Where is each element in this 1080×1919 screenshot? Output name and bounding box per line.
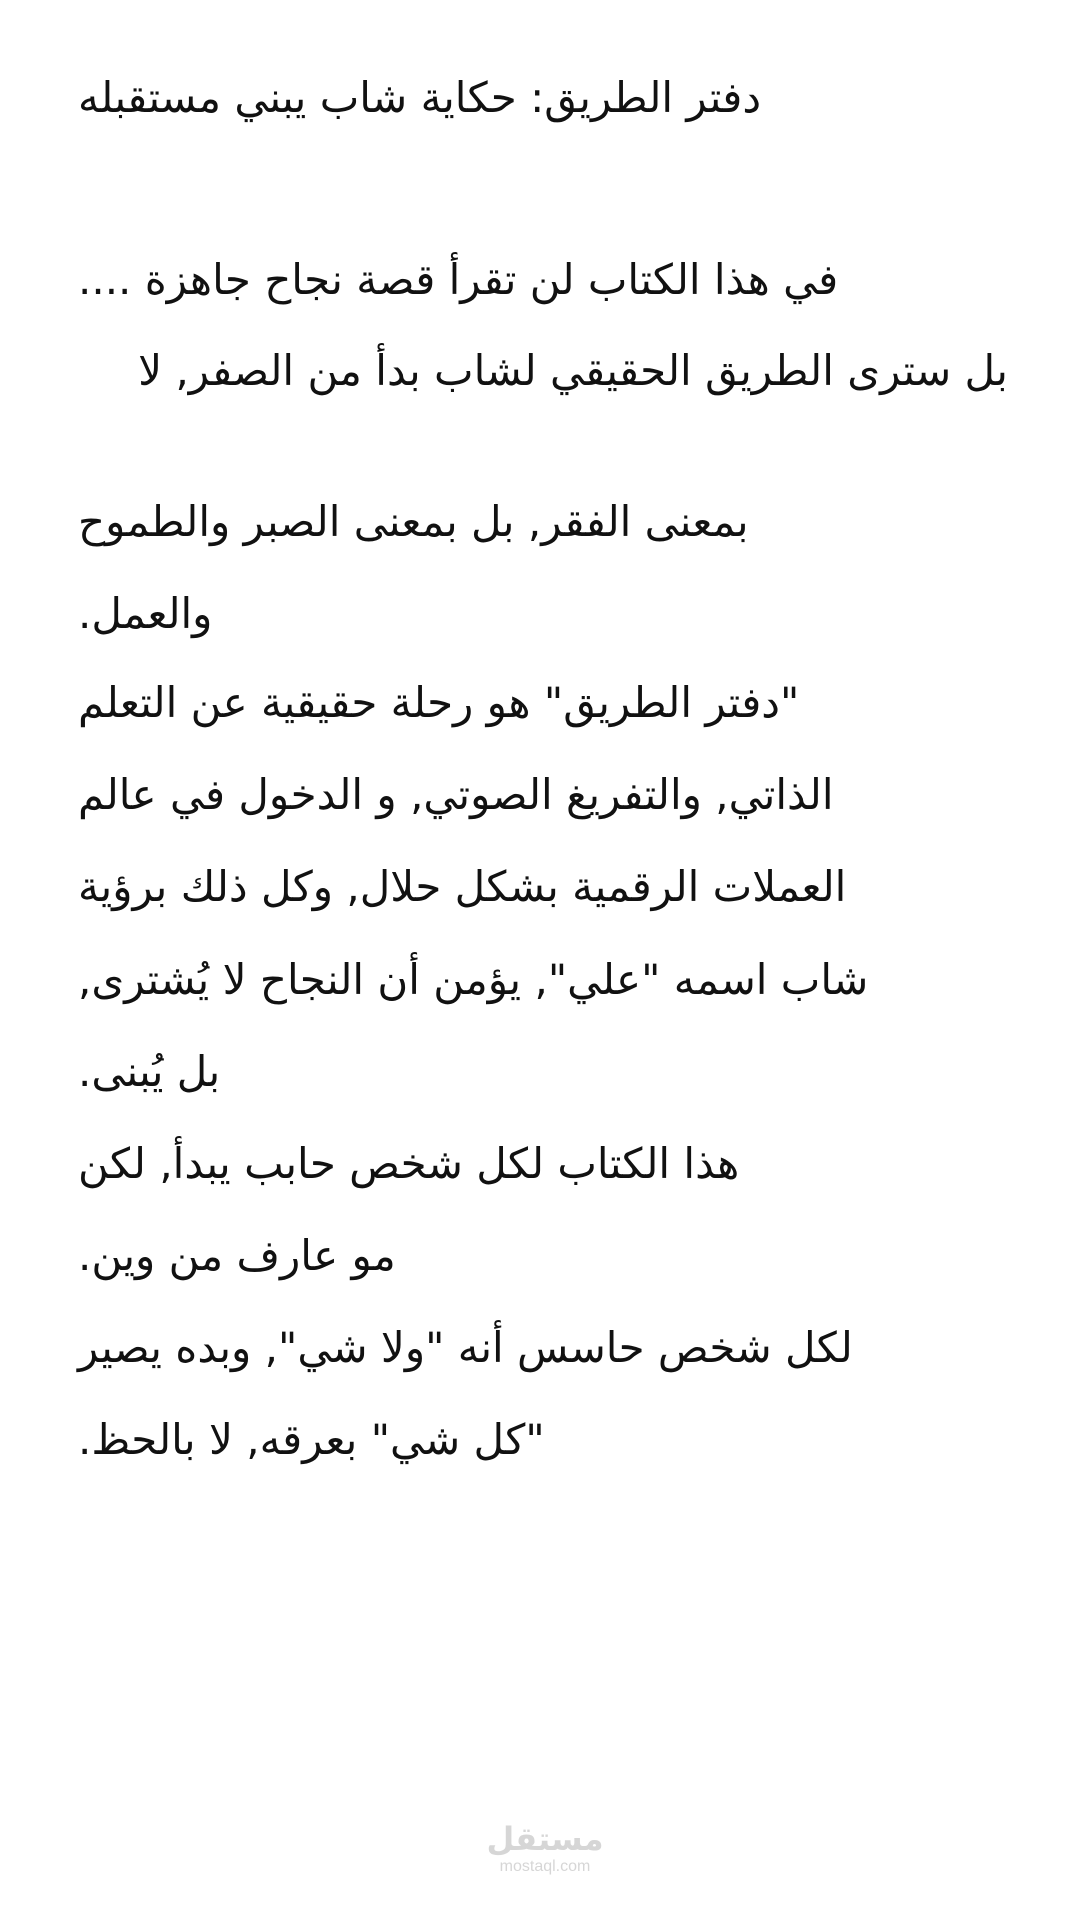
paragraph-line: مو عارف من وين. <box>78 1231 396 1280</box>
paragraph-line: الذاتي, والتفريغ الصوتي, و الدخول في عالم <box>78 770 834 819</box>
watermark <box>470 1820 620 1890</box>
paragraph-line: العملات الرقمية بشكل حلال, وكل ذلك برؤية <box>78 862 847 911</box>
paragraph-line: والعمل. <box>78 589 213 638</box>
paragraph-line: في هذا الكتاب لن تقرأ قصة نجاح جاهزة .... <box>78 255 839 304</box>
paragraph-line: بمعنى الفقر, بل بمعنى الصبر والطموح <box>78 497 749 546</box>
paragraph-line: لكل شخص حاسس أنه "ولا شي", وبده يصير <box>78 1323 853 1372</box>
paragraph-line: "دفتر الطريق" هو رحلة حقيقية عن التعلم <box>78 678 800 727</box>
document-title: دفتر الطريق: حكاية شاب يبني مستقبله <box>78 73 762 122</box>
paragraph-line: بل سترى الطريق الحقيقي لشاب بدأ من الصفر, لا <box>138 346 1008 395</box>
watermark-url: mostaql.com <box>499 1858 591 1875</box>
paragraph-line: هذا الكتاب لكل شخص حابب يبدأ, لكن <box>78 1139 740 1188</box>
paragraph-line: بل يُبنى. <box>78 1047 221 1096</box>
paragraph-line: شاب اسمه "علي", يؤمن أن النجاح لا يُشترى, <box>78 955 869 1004</box>
paragraph-line: "كل شي" بعرقه, لا بالحظ. <box>78 1415 545 1464</box>
watermark-logo: مستقل <box>486 1820 604 1858</box>
